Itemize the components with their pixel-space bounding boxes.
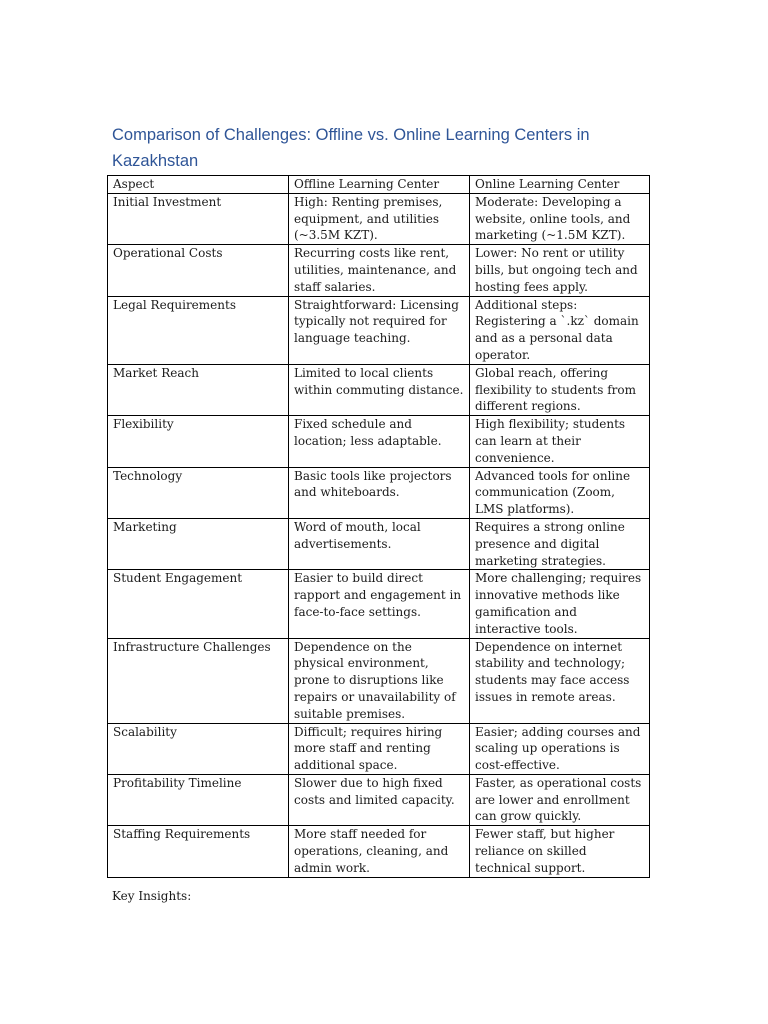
table-header-row: [108, 176, 650, 194]
table-row: [108, 723, 650, 774]
aspect-cell: Infrastructure Challenges: [108, 638, 289, 723]
offline-cell: Easier to build direct rapport and engagement in face-to-face settings.: [289, 570, 470, 638]
offline-cell: Slower due to high fixed costs and limited capacity.: [289, 774, 470, 825]
offline-cell: Word of mouth, local advertisements.: [289, 518, 470, 569]
aspect-cell: Initial Investment: [108, 193, 289, 244]
online-cell: Requires a strong online presence and digital marketing strategies.: [470, 518, 650, 569]
aspect-cell: Staffing Requirements: [108, 826, 289, 877]
offline-cell: Dependence on the physical environment, prone to disruptions like repairs or unavailability of suitable premises.: [289, 638, 470, 723]
table-row: [108, 416, 650, 467]
aspect-cell: Scalability: [108, 723, 289, 774]
table-row: [108, 570, 650, 638]
aspect-cell: Profitability Timeline: [108, 774, 289, 825]
aspect-cell: Legal Requirements: [108, 296, 289, 364]
table-row: [108, 193, 650, 244]
key-insights-heading: Key Insights:: [112, 889, 192, 903]
aspect-cell: Operational Costs: [108, 245, 289, 296]
table-row: [108, 364, 650, 415]
online-cell: Global reach, offering flexibility to students from different regions.: [470, 364, 650, 415]
online-cell: Additional steps: Registering a `.kz` domain and as a personal data operator.: [470, 296, 650, 364]
aspect-cell: Technology: [108, 467, 289, 518]
offline-cell: Fixed schedule and location; less adaptable.: [289, 416, 470, 467]
table-row: [108, 638, 650, 723]
document-title: Comparison of Challenges: Offline vs. Online Learning Centers in Kazakhstan: [112, 126, 590, 170]
online-cell: Lower: No rent or utility bills, but ongoing tech and hosting fees apply.: [470, 245, 650, 296]
comparison-table: [107, 175, 650, 878]
offline-cell: Basic tools like projectors and whiteboards.: [289, 467, 470, 518]
offline-cell: Limited to local clients within commuting distance.: [289, 364, 470, 415]
table-row: [108, 774, 650, 825]
online-cell: Dependence on internet stability and technology; students may face access issues in remote areas.: [470, 638, 650, 723]
table-row: [108, 296, 650, 364]
online-cell: Fewer staff, but higher reliance on skilled technical support.: [470, 826, 650, 877]
header-cell-online: Online Learning Center: [470, 176, 650, 194]
online-cell: Faster, as operational costs are lower and enrollment can grow quickly.: [470, 774, 650, 825]
offline-cell: Straightforward: Licensing typically not required for language teaching.: [289, 296, 470, 364]
header-cell-offline: Offline Learning Center: [289, 176, 470, 194]
offline-cell: High: Renting premises, equipment, and utilities (~3.5M KZT).: [289, 193, 470, 244]
header-cell-aspect: Aspect: [108, 176, 289, 194]
offline-cell: Recurring costs like rent, utilities, maintenance, and staff salaries.: [289, 245, 470, 296]
aspect-cell: Flexibility: [108, 416, 289, 467]
offline-cell: Difficult; requires hiring more staff and renting additional space.: [289, 723, 470, 774]
online-cell: High flexibility; students can learn at their convenience.: [470, 416, 650, 467]
table-row: [108, 518, 650, 569]
table-row: [108, 826, 650, 877]
online-cell: Easier; adding courses and scaling up operations is cost-effective.: [470, 723, 650, 774]
online-cell: More challenging; requires innovative methods like gamification and interactive tools.: [470, 570, 650, 638]
aspect-cell: Market Reach: [108, 364, 289, 415]
online-cell: Advanced tools for online communication (Zoom, LMS platforms).: [470, 467, 650, 518]
table-body: [108, 176, 650, 878]
table-row: [108, 467, 650, 518]
aspect-cell: Student Engagement: [108, 570, 289, 638]
table-row: [108, 245, 650, 296]
offline-cell: More staff needed for operations, cleaning, and admin work.: [289, 826, 470, 877]
aspect-cell: Marketing: [108, 518, 289, 569]
online-cell: Moderate: Developing a website, online tools, and marketing (~1.5M KZT).: [470, 193, 650, 244]
